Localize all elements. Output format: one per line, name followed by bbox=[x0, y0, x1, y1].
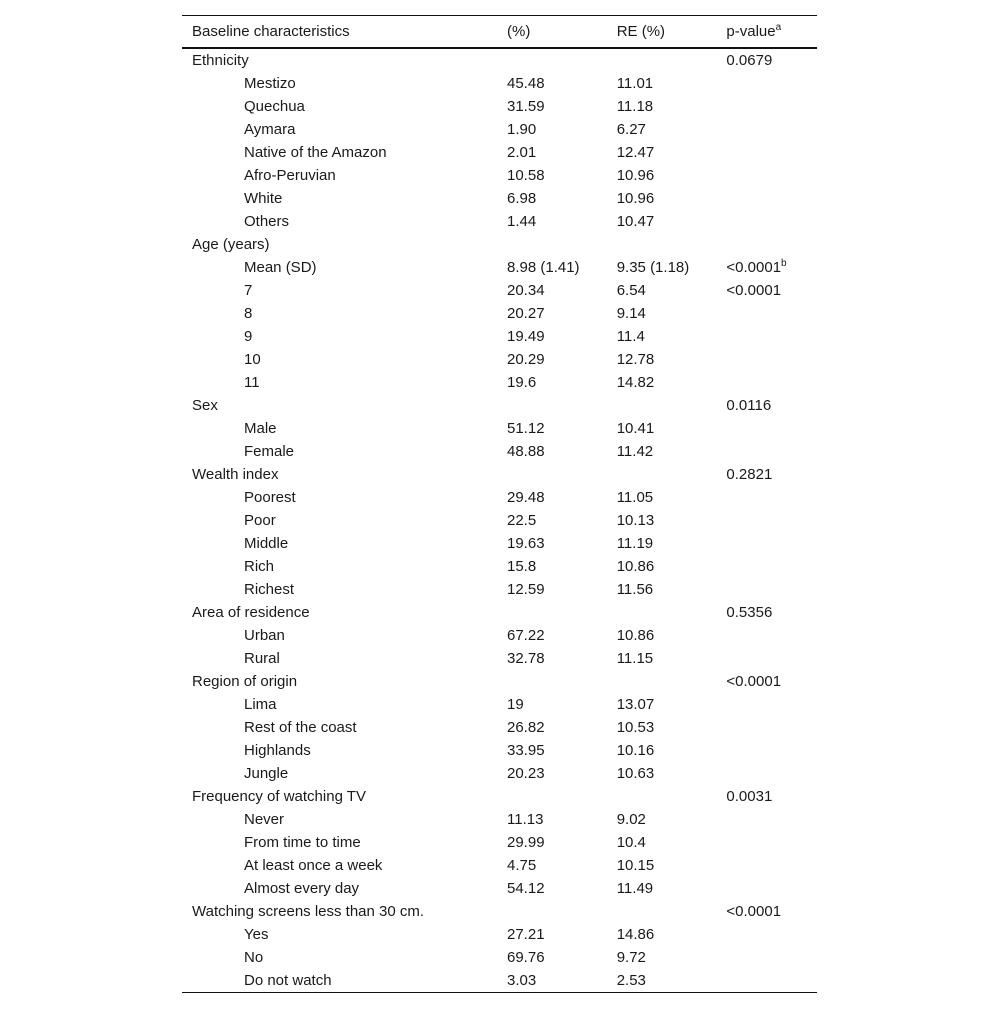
row-label: Never bbox=[244, 811, 285, 828]
group-percent-cell bbox=[507, 233, 617, 256]
row-re-percent: 10.53 bbox=[616, 719, 655, 736]
row-label: Male bbox=[244, 420, 277, 437]
footnote-marker-b: b bbox=[781, 258, 787, 269]
row-re-percent: 6.27 bbox=[616, 121, 646, 138]
row-re-percent: 11.49 bbox=[616, 880, 654, 897]
header-p-value bbox=[726, 16, 817, 49]
group-p-value: 0.2821 bbox=[726, 466, 773, 483]
row-percent: 19.49 bbox=[507, 328, 545, 345]
row-percent: 19.6 bbox=[507, 374, 537, 391]
group-re-cell bbox=[617, 394, 727, 417]
table-row bbox=[182, 693, 817, 716]
table-row bbox=[182, 440, 817, 463]
group-label: Sex bbox=[192, 397, 218, 414]
group-label: Age (years) bbox=[192, 236, 270, 253]
row-p-value bbox=[726, 210, 817, 233]
group-row bbox=[182, 233, 817, 256]
row-p-value bbox=[726, 95, 817, 118]
row-p-value bbox=[726, 325, 817, 348]
row-label: Quechua bbox=[244, 98, 305, 115]
row-label: At least once a week bbox=[244, 857, 383, 874]
row-percent: 22.5 bbox=[507, 512, 537, 529]
row-re-percent: 2.53 bbox=[616, 972, 646, 989]
table-row bbox=[182, 808, 817, 831]
row-re-percent: 10.63 bbox=[616, 765, 655, 782]
table-row bbox=[182, 969, 817, 993]
table-row bbox=[182, 578, 817, 601]
row-percent: 20.29 bbox=[507, 351, 545, 368]
group-p-value: 0.0031 bbox=[726, 788, 773, 805]
row-percent: 1.90 bbox=[507, 121, 537, 138]
row-percent: 19.63 bbox=[507, 535, 545, 552]
row-percent: 15.8 bbox=[507, 558, 537, 575]
row-re-percent: 11.15 bbox=[616, 650, 654, 667]
row-p-value bbox=[726, 693, 817, 716]
row-label: 9 bbox=[244, 328, 253, 345]
group-re-cell bbox=[617, 463, 727, 486]
row-percent: 69.76 bbox=[507, 949, 545, 966]
row-label: 10 bbox=[244, 351, 261, 368]
row-p-value bbox=[726, 486, 817, 509]
row-re-percent: 13.07 bbox=[616, 696, 655, 713]
row-label: Urban bbox=[244, 627, 285, 644]
header-re-percent-label: RE (%) bbox=[616, 23, 666, 40]
row-p-value bbox=[726, 555, 817, 578]
group-re-cell bbox=[617, 48, 727, 72]
row-re-percent: 10.41 bbox=[616, 420, 655, 437]
row-re-percent: 9.14 bbox=[616, 305, 646, 322]
group-row bbox=[182, 900, 817, 923]
row-label: Highlands bbox=[244, 742, 311, 759]
row-label: Native of the Amazon bbox=[244, 144, 387, 161]
header-percent-label: (%) bbox=[507, 23, 531, 40]
row-label: Middle bbox=[244, 535, 289, 552]
row-p-value bbox=[726, 371, 817, 394]
row-re-percent: 11.18 bbox=[616, 98, 654, 115]
row-p-value bbox=[726, 532, 817, 555]
row-re-percent: 10.96 bbox=[616, 167, 655, 184]
group-row bbox=[182, 785, 817, 808]
group-re-cell bbox=[617, 670, 727, 693]
row-percent: 54.12 bbox=[507, 880, 545, 897]
group-p-value: <0.0001 bbox=[726, 673, 782, 690]
row-p-value bbox=[726, 578, 817, 601]
row-p-value bbox=[726, 624, 817, 647]
row-re-percent: 9.35 (1.18) bbox=[616, 259, 690, 276]
row-label: Female bbox=[244, 443, 295, 460]
row-re-percent: 10.86 bbox=[616, 558, 655, 575]
row-re-percent: 10.96 bbox=[616, 190, 655, 207]
row-percent: 1.44 bbox=[507, 213, 537, 230]
group-re-cell bbox=[617, 900, 727, 923]
row-percent: 20.27 bbox=[507, 305, 545, 322]
table-row bbox=[182, 854, 817, 877]
row-percent: 27.21 bbox=[507, 926, 545, 943]
table-row bbox=[182, 509, 817, 532]
group-label: Ethnicity bbox=[192, 52, 249, 69]
row-percent: 31.59 bbox=[507, 98, 545, 115]
group-p-value: 0.0679 bbox=[726, 52, 773, 69]
group-p-value bbox=[726, 233, 817, 256]
group-row bbox=[182, 670, 817, 693]
row-re-percent: 14.86 bbox=[616, 926, 655, 943]
row-p-value bbox=[726, 762, 817, 785]
baseline-characteristics-table-container bbox=[182, 15, 817, 993]
row-label: Mestizo bbox=[244, 75, 296, 92]
table-row bbox=[182, 877, 817, 900]
row-re-percent: 11.05 bbox=[616, 489, 654, 506]
row-label: Poorest bbox=[244, 489, 296, 506]
row-p-value bbox=[726, 647, 817, 670]
row-re-percent: 12.47 bbox=[616, 144, 655, 161]
table-row bbox=[182, 325, 817, 348]
row-percent: 32.78 bbox=[507, 650, 545, 667]
row-re-percent: 12.78 bbox=[616, 351, 655, 368]
table-row bbox=[182, 716, 817, 739]
group-re-cell bbox=[617, 601, 727, 624]
table-row bbox=[182, 647, 817, 670]
table-row bbox=[182, 164, 817, 187]
row-p-value bbox=[726, 509, 817, 532]
row-p-value bbox=[726, 187, 817, 210]
row-label: Jungle bbox=[244, 765, 289, 782]
group-label: Frequency of watching TV bbox=[192, 788, 366, 805]
row-re-percent: 9.72 bbox=[616, 949, 646, 966]
table-row bbox=[182, 831, 817, 854]
row-p-value bbox=[726, 417, 817, 440]
row-percent: 33.95 bbox=[507, 742, 545, 759]
row-label: Almost every day bbox=[244, 880, 360, 897]
table-row bbox=[182, 348, 817, 371]
group-label: Area of residence bbox=[192, 604, 310, 621]
table-row bbox=[182, 555, 817, 578]
table-row bbox=[182, 371, 817, 394]
group-label: Watching screens less than 30 cm. bbox=[192, 903, 425, 920]
group-percent-cell bbox=[507, 394, 617, 417]
row-percent: 12.59 bbox=[507, 581, 545, 598]
table-row bbox=[182, 532, 817, 555]
baseline-characteristics-table bbox=[182, 15, 817, 993]
row-percent: 4.75 bbox=[507, 857, 537, 874]
row-p-value bbox=[726, 279, 817, 302]
row-re-percent: 9.02 bbox=[616, 811, 646, 828]
row-p-value bbox=[726, 302, 817, 325]
row-label: 7 bbox=[244, 282, 253, 299]
row-p-value bbox=[726, 831, 817, 854]
row-p-value bbox=[726, 854, 817, 877]
row-percent: 3.03 bbox=[507, 972, 537, 989]
row-percent: 19 bbox=[507, 696, 524, 713]
row-percent: 6.98 bbox=[507, 190, 537, 207]
table-row bbox=[182, 141, 817, 164]
row-percent: 48.88 bbox=[507, 443, 545, 460]
table-row bbox=[182, 210, 817, 233]
row-label: Lima bbox=[244, 696, 277, 713]
row-re-percent: 10.16 bbox=[616, 742, 655, 759]
table-header bbox=[182, 16, 817, 49]
row-p-value-text: <0.0001 bbox=[726, 282, 782, 299]
row-label: Poor bbox=[244, 512, 276, 529]
row-percent: 51.12 bbox=[507, 420, 545, 437]
table-row bbox=[182, 417, 817, 440]
table-row bbox=[182, 72, 817, 95]
row-label: White bbox=[244, 190, 283, 207]
row-p-value bbox=[726, 348, 817, 371]
table-row bbox=[182, 187, 817, 210]
table-row bbox=[182, 486, 817, 509]
group-percent-cell bbox=[507, 48, 617, 72]
row-percent: 26.82 bbox=[507, 719, 545, 736]
row-re-percent: 10.86 bbox=[616, 627, 655, 644]
group-re-cell bbox=[617, 785, 727, 808]
table-row bbox=[182, 923, 817, 946]
group-percent-cell bbox=[507, 900, 617, 923]
header-percent bbox=[507, 16, 617, 49]
table-row bbox=[182, 946, 817, 969]
row-p-value bbox=[726, 72, 817, 95]
row-percent: 10.58 bbox=[507, 167, 545, 184]
header-p-value-label: p-value bbox=[726, 23, 776, 40]
row-label: Rest of the coast bbox=[244, 719, 357, 736]
row-p-value bbox=[726, 923, 817, 946]
table-row bbox=[182, 256, 817, 279]
row-percent: 20.34 bbox=[507, 282, 545, 299]
header-characteristic bbox=[182, 16, 507, 49]
header-characteristic-label: Baseline characteristics bbox=[192, 23, 350, 40]
row-re-percent: 10.15 bbox=[616, 857, 655, 874]
row-re-percent: 11.19 bbox=[616, 535, 654, 552]
group-label: Wealth index bbox=[192, 466, 279, 483]
row-p-value bbox=[726, 141, 817, 164]
row-label: Others bbox=[244, 213, 290, 230]
row-label: From time to time bbox=[244, 834, 361, 851]
row-label: 11 bbox=[244, 374, 260, 391]
row-percent: 20.23 bbox=[507, 765, 545, 782]
row-re-percent: 11.56 bbox=[616, 581, 654, 598]
table-body bbox=[182, 48, 817, 993]
group-row bbox=[182, 601, 817, 624]
group-percent-cell bbox=[507, 463, 617, 486]
row-p-value bbox=[726, 164, 817, 187]
row-label: Rural bbox=[244, 650, 280, 667]
group-p-value: <0.0001 bbox=[726, 903, 782, 920]
row-re-percent: 11.42 bbox=[616, 443, 654, 460]
group-row bbox=[182, 463, 817, 486]
row-re-percent: 11.01 bbox=[616, 75, 654, 92]
row-p-value-text: <0.0001 bbox=[726, 259, 782, 276]
row-p-value bbox=[726, 808, 817, 831]
row-p-value bbox=[726, 739, 817, 762]
row-percent: 8.98 (1.41) bbox=[507, 259, 580, 276]
row-label: 8 bbox=[244, 305, 253, 322]
row-re-percent: 10.4 bbox=[616, 834, 646, 851]
row-label: Do not watch bbox=[244, 972, 332, 989]
table-row bbox=[182, 95, 817, 118]
row-p-value bbox=[726, 118, 817, 141]
row-percent: 29.99 bbox=[507, 834, 545, 851]
row-re-percent: 14.82 bbox=[616, 374, 655, 391]
row-label: Afro-Peruvian bbox=[244, 167, 336, 184]
row-label: Rich bbox=[244, 558, 275, 575]
header-row bbox=[182, 16, 817, 49]
table-row bbox=[182, 624, 817, 647]
group-percent-cell bbox=[507, 670, 617, 693]
row-p-value bbox=[726, 716, 817, 739]
row-p-value bbox=[726, 969, 817, 993]
row-re-percent: 10.13 bbox=[616, 512, 655, 529]
table-row bbox=[182, 302, 817, 325]
row-label: Richest bbox=[244, 581, 295, 598]
row-label: Mean (SD) bbox=[244, 259, 317, 276]
row-p-value bbox=[726, 440, 817, 463]
group-p-value: 0.0116 bbox=[726, 397, 772, 414]
row-re-percent: 11.4 bbox=[616, 328, 645, 345]
row-percent: 2.01 bbox=[507, 144, 537, 161]
group-row bbox=[182, 48, 817, 72]
row-re-percent: 10.47 bbox=[616, 213, 655, 230]
row-label: Aymara bbox=[244, 121, 296, 138]
row-label: No bbox=[244, 949, 264, 966]
table-row bbox=[182, 279, 817, 302]
group-re-cell bbox=[617, 233, 727, 256]
row-p-value bbox=[726, 877, 817, 900]
row-percent: 11.13 bbox=[507, 811, 544, 828]
row-percent: 45.48 bbox=[507, 75, 545, 92]
row-re-percent: 6.54 bbox=[616, 282, 646, 299]
group-p-value: 0.5356 bbox=[726, 604, 773, 621]
header-re-percent bbox=[617, 16, 727, 49]
row-p-value bbox=[726, 256, 817, 279]
table-row bbox=[182, 739, 817, 762]
group-row bbox=[182, 394, 817, 417]
table-row bbox=[182, 762, 817, 785]
row-percent: 29.48 bbox=[507, 489, 545, 506]
group-percent-cell bbox=[507, 785, 617, 808]
row-p-value bbox=[726, 946, 817, 969]
row-percent: 67.22 bbox=[507, 627, 545, 644]
table-row bbox=[182, 118, 817, 141]
row-label: Yes bbox=[244, 926, 269, 943]
footnote-marker-a: a bbox=[775, 22, 782, 33]
group-percent-cell bbox=[507, 601, 617, 624]
group-label: Region of origin bbox=[192, 673, 298, 690]
